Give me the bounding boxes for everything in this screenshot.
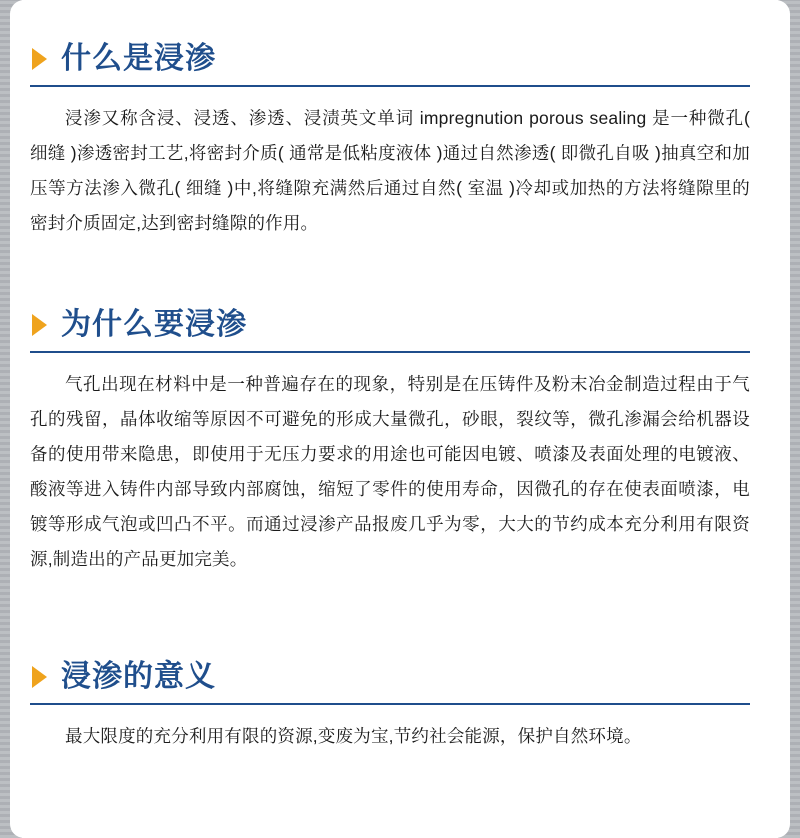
section-why-impregnation: [30, 308, 750, 577]
section-body: 最大限度的充分利用有限的资源,变废为宝,节约社会能源，保护自然环境。: [65, 726, 642, 746]
section-title: 浸渗的意义: [61, 660, 216, 693]
section-title: 为什么要浸渗: [61, 308, 247, 341]
section-header: [30, 660, 750, 705]
section-header: [30, 308, 750, 353]
section-body: 浸渗又称含浸、浸透、渗透、浸渍英文单词 impregnution porous sealing 是一种微孔( 细缝 )渗透密封工艺,将密封介质( 通常是低粘度液体 )通过自然渗透( 即微孔自吸 )抽真空和加压等方法渗入微孔( 细缝 )中,将缝隙充满然后通过自然( 室温 )冷却或加热的方法将缝隙里的密封介质固定,达到密封缝隙的作用。: [30, 108, 750, 233]
triangle-bullet-icon: [32, 314, 47, 336]
triangle-bullet-icon: [32, 48, 47, 70]
section-title: 什么是浸渗: [61, 42, 216, 75]
section-body: 气孔出现在材料中是一种普遍存在的现象，特别是在压铸件及粉末冶金制造过程由于气孔的残留，晶体收缩等原因不可避免的形成大量微孔，砂眼，裂纹等，微孔渗漏会给机器设备的使用带来隐患，即使用于无压力要求的用途也可能因电镀、喷漆及表面处理的电镀液、酸液等进入铸件内部导致内部腐蚀，缩短了零件的使用寿命，因微孔的存在使表面喷漆，电镀等形成气泡或凹凸不平。而通过浸渗产品报废几乎为零，大大的节约成本充分利用有限资源,制造出的产品更加完美。: [30, 374, 750, 569]
section-meaning-of-impregnation: [30, 660, 750, 754]
triangle-bullet-icon: [32, 666, 47, 688]
section-header: [30, 42, 750, 87]
section-what-is-impregnation: [30, 42, 750, 241]
